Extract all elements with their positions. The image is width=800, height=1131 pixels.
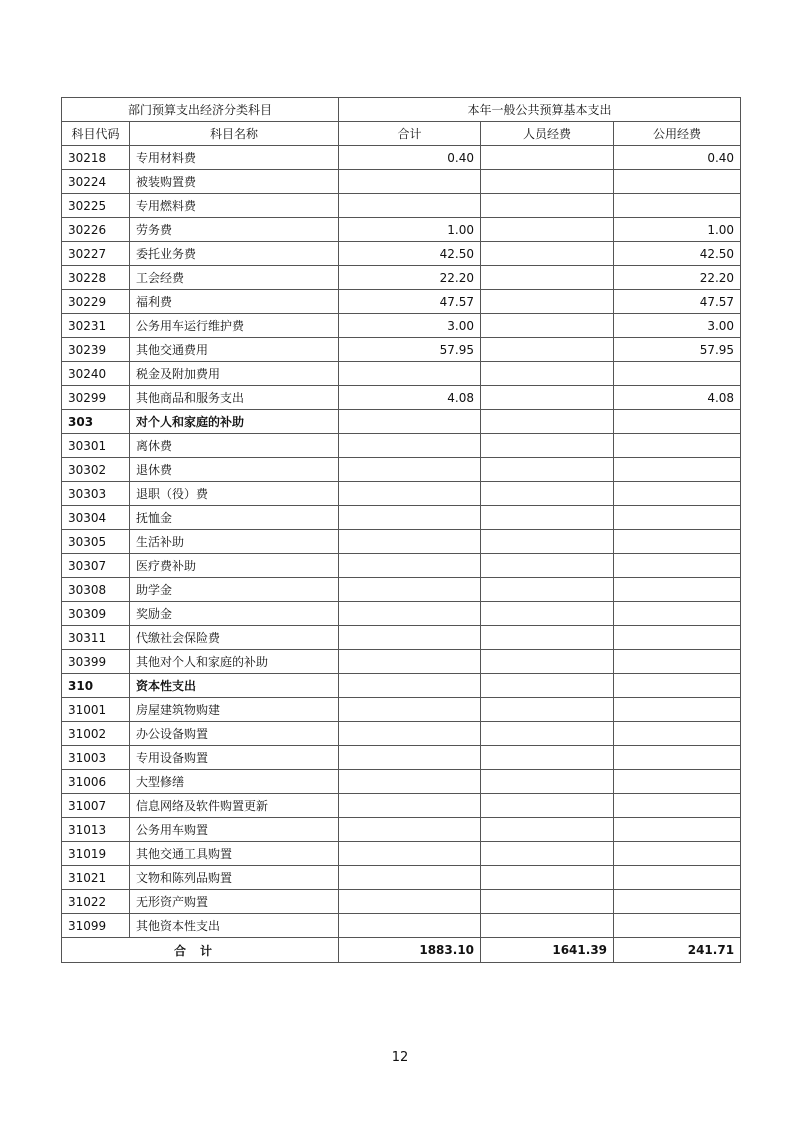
cell-staff xyxy=(481,866,614,890)
cell-public: 22.20 xyxy=(614,266,741,290)
cell-code: 31003 xyxy=(62,746,130,770)
cell-total xyxy=(339,914,481,938)
cell-public xyxy=(614,914,741,938)
cell-name: 公务用车购置 xyxy=(130,818,339,842)
header-group-right: 本年一般公共预算基本支出 xyxy=(339,98,741,122)
cell-staff xyxy=(481,458,614,482)
cell-public xyxy=(614,722,741,746)
cell-public xyxy=(614,866,741,890)
cell-total xyxy=(339,770,481,794)
cell-name: 税金及附加费用 xyxy=(130,362,339,386)
table-row xyxy=(62,794,741,818)
budget-table xyxy=(61,97,741,963)
cell-name: 抚恤金 xyxy=(130,506,339,530)
cell-total xyxy=(339,458,481,482)
cell-public xyxy=(614,506,741,530)
cell-code: 31022 xyxy=(62,890,130,914)
cell-name: 工会经费 xyxy=(130,266,339,290)
cell-name: 房屋建筑物购建 xyxy=(130,698,339,722)
cell-code: 30307 xyxy=(62,554,130,578)
cell-code: 31099 xyxy=(62,914,130,938)
cell-code: 30231 xyxy=(62,314,130,338)
cell-staff xyxy=(481,170,614,194)
cell-staff xyxy=(481,722,614,746)
cell-code: 31006 xyxy=(62,770,130,794)
cell-name: 劳务费 xyxy=(130,218,339,242)
cell-public: 4.08 xyxy=(614,386,741,410)
cell-code: 30302 xyxy=(62,458,130,482)
cell-name: 无形资产购置 xyxy=(130,890,339,914)
cell-code: 30224 xyxy=(62,170,130,194)
cell-public xyxy=(614,698,741,722)
cell-staff xyxy=(481,482,614,506)
cell-public: 0.40 xyxy=(614,146,741,170)
cell-total xyxy=(339,626,481,650)
table-row xyxy=(62,458,741,482)
table-row xyxy=(62,290,741,314)
cell-total xyxy=(339,362,481,386)
cell-code: 30218 xyxy=(62,146,130,170)
cell-name: 其他商品和服务支出 xyxy=(130,386,339,410)
cell-name: 其他资本性支出 xyxy=(130,914,339,938)
cell-name: 福利费 xyxy=(130,290,339,314)
cell-public xyxy=(614,890,741,914)
cell-public xyxy=(614,410,741,434)
cell-name: 其他交通工具购置 xyxy=(130,842,339,866)
table-row xyxy=(62,314,741,338)
cell-name: 公务用车运行维护费 xyxy=(130,314,339,338)
cell-public xyxy=(614,770,741,794)
cell-name: 资本性支出 xyxy=(130,674,339,698)
cell-public: 57.95 xyxy=(614,338,741,362)
cell-name: 奖励金 xyxy=(130,602,339,626)
cell-public xyxy=(614,602,741,626)
cell-total: 3.00 xyxy=(339,314,481,338)
table-row xyxy=(62,242,741,266)
cell-total xyxy=(339,698,481,722)
cell-public xyxy=(614,842,741,866)
cell-staff xyxy=(481,218,614,242)
cell-staff xyxy=(481,434,614,458)
cell-name: 专用设备购置 xyxy=(130,746,339,770)
cell-staff xyxy=(481,506,614,530)
grand-total-row xyxy=(62,938,741,963)
cell-public: 3.00 xyxy=(614,314,741,338)
cell-total xyxy=(339,530,481,554)
cell-staff xyxy=(481,794,614,818)
cell-total xyxy=(339,890,481,914)
cell-staff xyxy=(481,362,614,386)
table-row xyxy=(62,146,741,170)
cell-total xyxy=(339,578,481,602)
table-row xyxy=(62,770,741,794)
cell-public xyxy=(614,626,741,650)
table-row xyxy=(62,674,741,698)
cell-public xyxy=(614,578,741,602)
cell-staff xyxy=(481,578,614,602)
table-row xyxy=(62,866,741,890)
cell-total xyxy=(339,650,481,674)
cell-staff xyxy=(481,266,614,290)
column-header-public: 公用经费 xyxy=(614,122,741,146)
table-body xyxy=(62,146,741,938)
cell-name: 其他对个人和家庭的补助 xyxy=(130,650,339,674)
column-header-staff: 人员经费 xyxy=(481,122,614,146)
cell-code: 30311 xyxy=(62,626,130,650)
table-row xyxy=(62,650,741,674)
cell-public: 42.50 xyxy=(614,242,741,266)
cell-public xyxy=(614,818,741,842)
cell-staff xyxy=(481,194,614,218)
cell-code: 30305 xyxy=(62,530,130,554)
cell-public: 47.57 xyxy=(614,290,741,314)
table-row xyxy=(62,410,741,434)
table-row xyxy=(62,842,741,866)
cell-total: 0.40 xyxy=(339,146,481,170)
column-header-code: 科目代码 xyxy=(62,122,130,146)
cell-total xyxy=(339,434,481,458)
column-header-name: 科目名称 xyxy=(130,122,339,146)
cell-total: 57.95 xyxy=(339,338,481,362)
table-row xyxy=(62,194,741,218)
cell-staff xyxy=(481,698,614,722)
cell-code: 30240 xyxy=(62,362,130,386)
cell-total xyxy=(339,554,481,578)
table-row xyxy=(62,338,741,362)
cell-total xyxy=(339,722,481,746)
cell-public xyxy=(614,170,741,194)
cell-public xyxy=(614,746,741,770)
cell-total: 42.50 xyxy=(339,242,481,266)
header-group-row xyxy=(62,98,741,122)
cell-code: 31007 xyxy=(62,794,130,818)
cell-total: 1.00 xyxy=(339,218,481,242)
cell-public xyxy=(614,554,741,578)
grand-total-public: 241.71 xyxy=(614,938,741,963)
cell-total xyxy=(339,866,481,890)
cell-name: 其他交通费用 xyxy=(130,338,339,362)
cell-code: 30309 xyxy=(62,602,130,626)
cell-name: 办公设备购置 xyxy=(130,722,339,746)
cell-staff xyxy=(481,410,614,434)
table-row xyxy=(62,698,741,722)
cell-code: 30299 xyxy=(62,386,130,410)
cell-staff xyxy=(481,530,614,554)
cell-staff xyxy=(481,338,614,362)
cell-public xyxy=(614,530,741,554)
column-header-total: 合计 xyxy=(339,122,481,146)
header-column-row xyxy=(62,122,741,146)
cell-staff xyxy=(481,842,614,866)
cell-name: 助学金 xyxy=(130,578,339,602)
cell-code: 30301 xyxy=(62,434,130,458)
cell-total: 22.20 xyxy=(339,266,481,290)
cell-name: 退职（役）费 xyxy=(130,482,339,506)
cell-code: 31019 xyxy=(62,842,130,866)
cell-name: 退休费 xyxy=(130,458,339,482)
header-group-left: 部门预算支出经济分类科目 xyxy=(62,98,339,122)
cell-staff xyxy=(481,746,614,770)
cell-public xyxy=(614,434,741,458)
table-row xyxy=(62,722,741,746)
cell-code: 30399 xyxy=(62,650,130,674)
cell-total xyxy=(339,602,481,626)
grand-total-total: 1883.10 xyxy=(339,938,481,963)
cell-staff xyxy=(481,554,614,578)
table-row xyxy=(62,890,741,914)
cell-public xyxy=(614,458,741,482)
table-row xyxy=(62,266,741,290)
cell-name: 生活补助 xyxy=(130,530,339,554)
table-row xyxy=(62,218,741,242)
grand-total-label: 合计 xyxy=(62,938,339,963)
table-row xyxy=(62,626,741,650)
cell-code: 30227 xyxy=(62,242,130,266)
cell-staff xyxy=(481,650,614,674)
cell-total xyxy=(339,482,481,506)
cell-name: 代缴社会保险费 xyxy=(130,626,339,650)
cell-name: 离休费 xyxy=(130,434,339,458)
cell-code: 30226 xyxy=(62,218,130,242)
cell-public xyxy=(614,482,741,506)
cell-code: 30229 xyxy=(62,290,130,314)
cell-public xyxy=(614,194,741,218)
cell-total xyxy=(339,170,481,194)
cell-code: 30303 xyxy=(62,482,130,506)
cell-staff xyxy=(481,146,614,170)
cell-staff xyxy=(481,626,614,650)
cell-code: 30304 xyxy=(62,506,130,530)
cell-name: 信息网络及软件购置更新 xyxy=(130,794,339,818)
cell-code: 31013 xyxy=(62,818,130,842)
table-row xyxy=(62,746,741,770)
cell-total xyxy=(339,746,481,770)
cell-name: 医疗费补助 xyxy=(130,554,339,578)
cell-total: 47.57 xyxy=(339,290,481,314)
table-row xyxy=(62,602,741,626)
cell-public: 1.00 xyxy=(614,218,741,242)
cell-staff xyxy=(481,890,614,914)
cell-name: 文物和陈列品购置 xyxy=(130,866,339,890)
cell-total: 4.08 xyxy=(339,386,481,410)
cell-code: 30225 xyxy=(62,194,130,218)
table-row xyxy=(62,578,741,602)
table-row xyxy=(62,914,741,938)
table-row xyxy=(62,362,741,386)
cell-total xyxy=(339,818,481,842)
cell-total xyxy=(339,674,481,698)
table-row xyxy=(62,434,741,458)
cell-staff xyxy=(481,674,614,698)
cell-total xyxy=(339,842,481,866)
cell-name: 对个人和家庭的补助 xyxy=(130,410,339,434)
cell-public xyxy=(614,674,741,698)
cell-staff xyxy=(481,914,614,938)
cell-total xyxy=(339,410,481,434)
cell-total xyxy=(339,194,481,218)
table-row xyxy=(62,530,741,554)
table-row xyxy=(62,482,741,506)
cell-name: 大型修缮 xyxy=(130,770,339,794)
cell-code: 310 xyxy=(62,674,130,698)
grand-total-staff: 1641.39 xyxy=(481,938,614,963)
cell-code: 31002 xyxy=(62,722,130,746)
cell-code: 31021 xyxy=(62,866,130,890)
cell-name: 委托业务费 xyxy=(130,242,339,266)
table-row xyxy=(62,386,741,410)
cell-public xyxy=(614,362,741,386)
table-row xyxy=(62,554,741,578)
cell-code: 31001 xyxy=(62,698,130,722)
cell-staff xyxy=(481,818,614,842)
cell-staff xyxy=(481,314,614,338)
page-number: 12 xyxy=(391,1050,409,1065)
table-row xyxy=(62,170,741,194)
cell-public xyxy=(614,650,741,674)
cell-total xyxy=(339,506,481,530)
cell-code: 30239 xyxy=(62,338,130,362)
cell-staff xyxy=(481,242,614,266)
cell-name: 专用材料费 xyxy=(130,146,339,170)
cell-staff xyxy=(481,602,614,626)
cell-total xyxy=(339,794,481,818)
cell-name: 被装购置费 xyxy=(130,170,339,194)
cell-staff xyxy=(481,290,614,314)
table-row xyxy=(62,506,741,530)
cell-code: 30228 xyxy=(62,266,130,290)
cell-code: 303 xyxy=(62,410,130,434)
cell-staff xyxy=(481,770,614,794)
cell-public xyxy=(614,794,741,818)
cell-code: 30308 xyxy=(62,578,130,602)
cell-name: 专用燃料费 xyxy=(130,194,339,218)
table-row xyxy=(62,818,741,842)
cell-staff xyxy=(481,386,614,410)
